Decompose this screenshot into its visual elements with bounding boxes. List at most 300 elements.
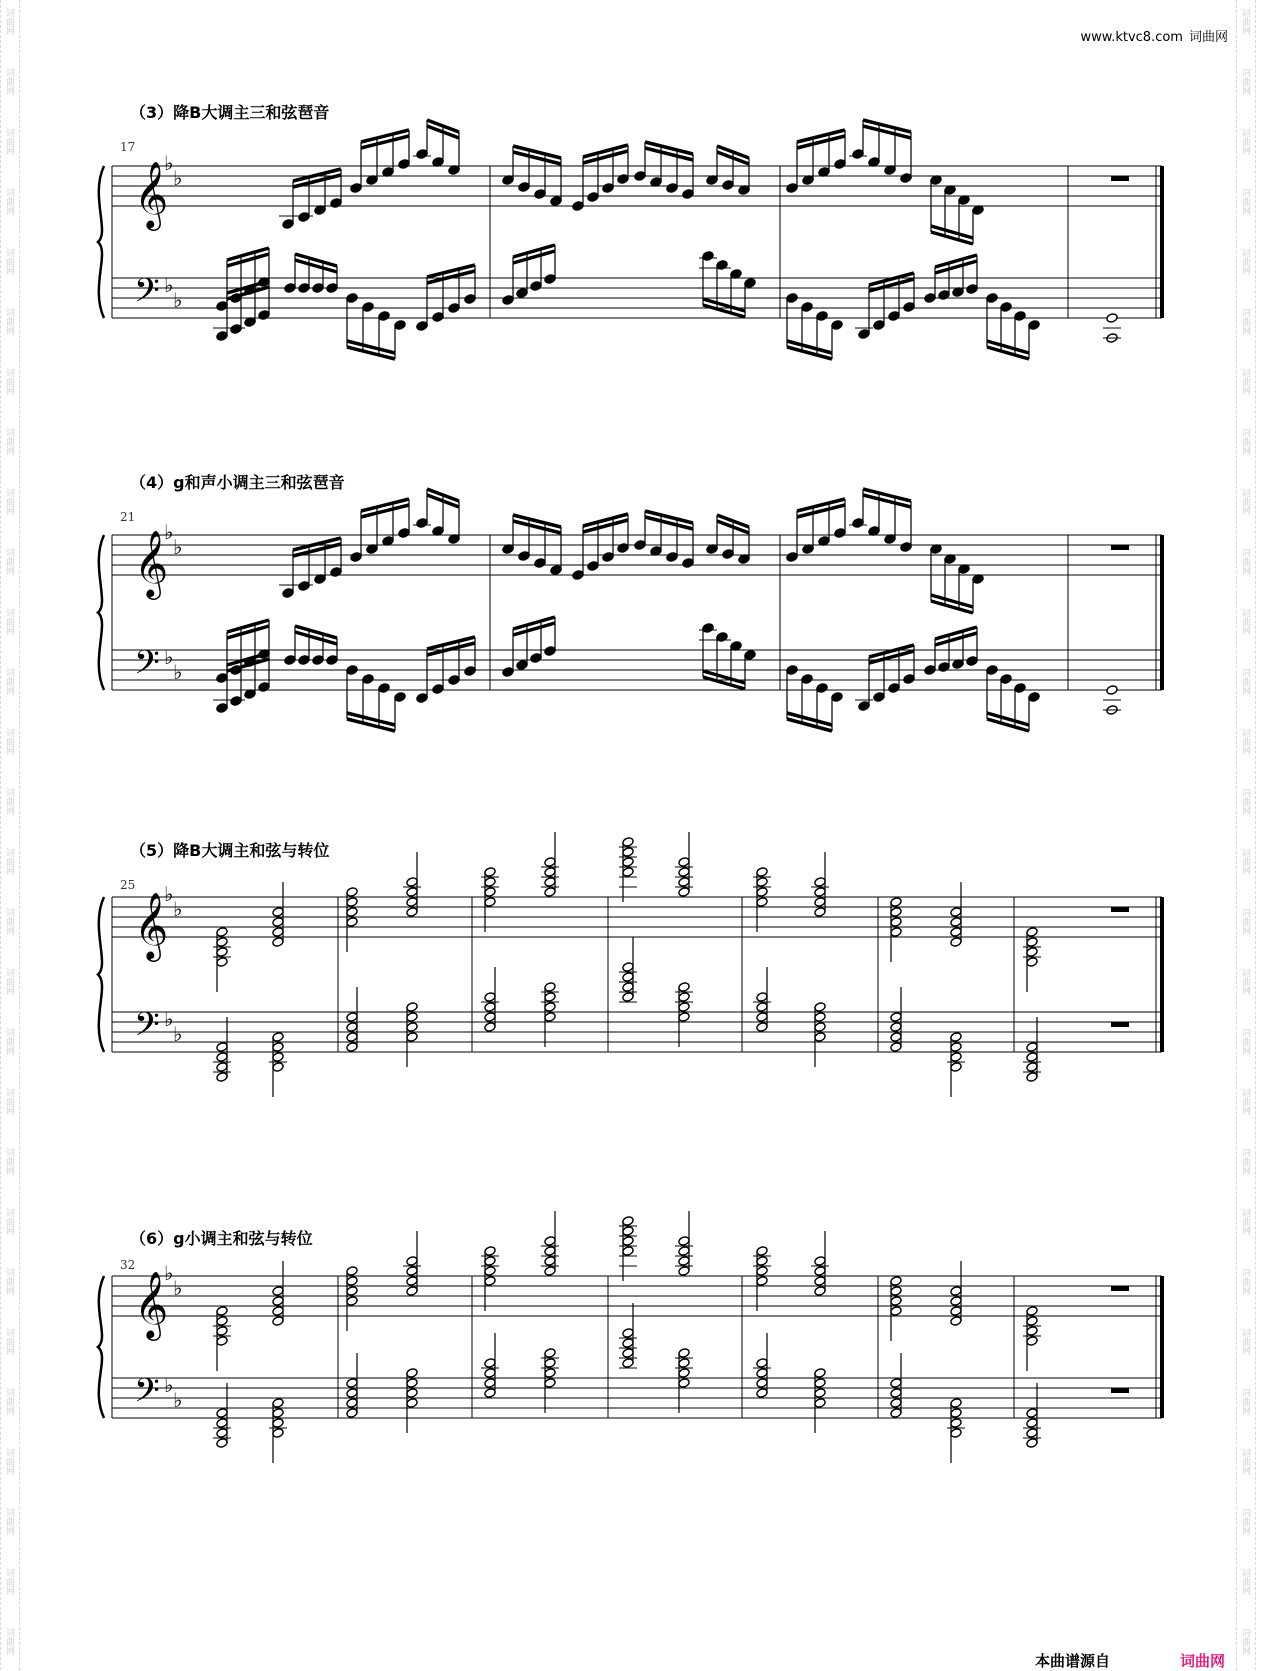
notehead bbox=[216, 1408, 228, 1419]
notehead bbox=[756, 1246, 768, 1257]
notehead bbox=[572, 570, 584, 581]
notehead bbox=[890, 1042, 902, 1053]
notehead bbox=[282, 219, 294, 230]
whole-rest bbox=[1111, 907, 1129, 912]
notehead bbox=[986, 665, 998, 676]
notehead bbox=[216, 947, 228, 958]
notehead bbox=[814, 1032, 826, 1043]
notehead bbox=[744, 650, 756, 661]
notehead bbox=[362, 674, 374, 685]
watermark-text: 词曲网 bbox=[1240, 1028, 1250, 1055]
notehead bbox=[1026, 1408, 1038, 1419]
notehead bbox=[216, 1306, 228, 1317]
notehead bbox=[516, 660, 528, 671]
notehead bbox=[634, 540, 646, 551]
watermark-text: 词曲网 bbox=[1240, 8, 1250, 35]
notehead bbox=[346, 1286, 358, 1297]
notehead bbox=[432, 684, 444, 695]
notehead bbox=[814, 1002, 826, 1013]
notehead bbox=[950, 1062, 962, 1073]
notehead bbox=[682, 558, 694, 569]
whole-rest bbox=[1111, 545, 1129, 550]
notehead bbox=[544, 867, 556, 878]
section-title-6: （6）g小调主和弦与转位 bbox=[130, 1229, 313, 1248]
notehead bbox=[622, 1216, 634, 1227]
watermark-text: 词曲网 bbox=[1240, 1268, 1250, 1295]
notehead bbox=[756, 1256, 768, 1267]
notehead bbox=[406, 887, 418, 898]
notehead bbox=[890, 1286, 902, 1297]
notehead bbox=[502, 667, 514, 678]
notehead bbox=[518, 182, 530, 193]
notehead bbox=[622, 1226, 634, 1237]
notehead bbox=[544, 1002, 556, 1013]
watermark-text: 词曲网 bbox=[4, 428, 14, 455]
notehead bbox=[312, 283, 324, 294]
notehead bbox=[938, 662, 950, 673]
watermark-text: 词曲网 bbox=[4, 68, 14, 95]
notehead bbox=[216, 1042, 228, 1053]
notehead bbox=[550, 565, 562, 576]
notehead bbox=[678, 992, 690, 1003]
watermark-text: 词曲网 bbox=[4, 1328, 14, 1355]
notehead bbox=[900, 173, 912, 184]
notehead bbox=[756, 1276, 768, 1287]
notehead bbox=[678, 887, 690, 898]
notehead bbox=[330, 567, 342, 578]
notehead bbox=[814, 1256, 826, 1267]
watermark-text: 词曲网 bbox=[4, 1088, 14, 1115]
notehead bbox=[516, 288, 528, 299]
section-title-5: （5）降B大调主和弦与转位 bbox=[130, 841, 330, 860]
notehead bbox=[587, 561, 599, 572]
notehead bbox=[622, 837, 634, 848]
notehead bbox=[858, 329, 870, 340]
whole-rest bbox=[1111, 1388, 1129, 1393]
watermark-text: 词曲网 bbox=[1240, 968, 1250, 995]
footer-brand[interactable]: 词曲网 bbox=[1180, 1652, 1226, 1670]
notehead bbox=[298, 212, 310, 223]
notehead bbox=[484, 897, 496, 908]
notehead bbox=[406, 1368, 418, 1379]
notehead bbox=[346, 1378, 358, 1389]
notehead bbox=[756, 992, 768, 1003]
notehead bbox=[834, 528, 846, 539]
notehead bbox=[544, 274, 556, 285]
notehead bbox=[722, 180, 734, 191]
notehead bbox=[406, 1286, 418, 1297]
notehead bbox=[1026, 1072, 1038, 1083]
notehead bbox=[1026, 1438, 1038, 1449]
flat-accidental: ♭ bbox=[173, 1022, 183, 1046]
notehead bbox=[814, 907, 826, 918]
notehead bbox=[346, 1398, 358, 1409]
notehead bbox=[432, 312, 444, 323]
flat-accidental: ♭ bbox=[173, 660, 183, 684]
notehead bbox=[518, 551, 530, 562]
notehead bbox=[346, 1296, 358, 1307]
bass-clef: 𝄢 bbox=[134, 1372, 160, 1418]
watermark-text: 词曲网 bbox=[4, 1268, 14, 1295]
brace bbox=[98, 1276, 104, 1418]
whole-rest bbox=[1111, 1286, 1129, 1291]
notehead bbox=[464, 666, 476, 677]
watermark-text: 词曲网 bbox=[1240, 128, 1250, 155]
watermark-text: 词曲网 bbox=[4, 1148, 14, 1175]
notehead bbox=[950, 907, 962, 918]
notehead bbox=[890, 1398, 902, 1409]
notehead bbox=[890, 897, 902, 908]
notehead bbox=[544, 982, 556, 993]
notehead bbox=[484, 1358, 496, 1369]
notehead bbox=[406, 907, 418, 918]
notehead bbox=[950, 1316, 962, 1327]
flat-accidental: ♭ bbox=[164, 1261, 174, 1285]
notehead bbox=[1026, 927, 1038, 938]
watermark-text: 词曲网 bbox=[1240, 548, 1250, 575]
notehead bbox=[622, 847, 634, 858]
notehead bbox=[544, 1012, 556, 1023]
notehead bbox=[938, 290, 950, 301]
notehead bbox=[831, 320, 843, 331]
notehead bbox=[678, 1378, 690, 1389]
notehead bbox=[406, 1022, 418, 1033]
notehead bbox=[666, 552, 678, 563]
notehead bbox=[1000, 674, 1012, 685]
notehead bbox=[216, 673, 228, 684]
notehead bbox=[216, 703, 228, 714]
notehead bbox=[903, 674, 915, 685]
brace bbox=[98, 535, 104, 690]
notehead bbox=[950, 1032, 962, 1043]
flat-accidental: ♭ bbox=[164, 882, 174, 906]
watermark-text: 词曲网 bbox=[4, 1448, 14, 1475]
notehead bbox=[484, 1378, 496, 1389]
notehead bbox=[230, 324, 242, 335]
flat-accidental: ♭ bbox=[164, 520, 174, 544]
notehead bbox=[544, 992, 556, 1003]
notehead bbox=[534, 189, 546, 200]
notehead bbox=[350, 183, 362, 194]
watermark-text: 词曲网 bbox=[4, 488, 14, 515]
watermark-text: 词曲网 bbox=[1240, 188, 1250, 215]
notehead bbox=[622, 1246, 634, 1257]
watermark-text: 词曲网 bbox=[1240, 1148, 1250, 1175]
notehead bbox=[216, 927, 228, 938]
notehead bbox=[406, 1398, 418, 1409]
notehead bbox=[216, 1062, 228, 1073]
watermark-text: 词曲网 bbox=[1240, 1628, 1250, 1655]
notehead bbox=[406, 1256, 418, 1267]
notehead bbox=[950, 1418, 962, 1429]
notehead bbox=[1000, 302, 1012, 313]
notehead bbox=[622, 1328, 634, 1339]
notehead bbox=[756, 1266, 768, 1277]
notehead bbox=[272, 1408, 284, 1419]
watermark-text: 词曲网 bbox=[1240, 1508, 1250, 1535]
notehead bbox=[346, 665, 358, 676]
watermark-text: 词曲网 bbox=[1240, 428, 1250, 455]
notehead bbox=[544, 877, 556, 888]
notehead bbox=[346, 1022, 358, 1033]
watermark-text: 词曲网 bbox=[4, 1028, 14, 1055]
notehead bbox=[1014, 683, 1026, 694]
notehead bbox=[666, 183, 678, 194]
notehead bbox=[544, 646, 556, 657]
notehead bbox=[312, 655, 324, 666]
notehead bbox=[903, 302, 915, 313]
notehead bbox=[394, 320, 406, 331]
notehead bbox=[966, 656, 978, 667]
watermark-text: 词曲网 bbox=[4, 968, 14, 995]
notehead bbox=[950, 927, 962, 938]
notehead bbox=[544, 1358, 556, 1369]
notehead bbox=[346, 1408, 358, 1419]
notehead bbox=[801, 302, 813, 313]
notehead bbox=[544, 887, 556, 898]
notehead bbox=[834, 159, 846, 170]
notehead bbox=[950, 1306, 962, 1317]
notehead bbox=[622, 992, 634, 1003]
notehead bbox=[814, 1276, 826, 1287]
notehead bbox=[890, 1012, 902, 1023]
notehead bbox=[678, 1236, 690, 1247]
notehead bbox=[484, 867, 496, 878]
notehead bbox=[888, 311, 900, 322]
notehead bbox=[216, 1316, 228, 1327]
notehead bbox=[272, 927, 284, 938]
notehead bbox=[890, 1022, 902, 1033]
notehead bbox=[416, 149, 428, 160]
notehead bbox=[1106, 313, 1118, 324]
watermark-text: 词曲网 bbox=[4, 548, 14, 575]
notehead bbox=[216, 1418, 228, 1429]
watermark-text: 词曲网 bbox=[4, 608, 14, 635]
watermark-text: 词曲网 bbox=[4, 368, 14, 395]
notehead bbox=[722, 549, 734, 560]
notehead bbox=[678, 1002, 690, 1013]
notehead bbox=[786, 183, 798, 194]
watermark-text: 词曲网 bbox=[1240, 488, 1250, 515]
notehead bbox=[484, 1246, 496, 1257]
flat-accidental: ♭ bbox=[164, 151, 174, 175]
notehead bbox=[350, 552, 362, 563]
notehead bbox=[873, 692, 885, 703]
notehead bbox=[756, 1378, 768, 1389]
notehead bbox=[756, 887, 768, 898]
measure-number: 17 bbox=[120, 140, 136, 154]
notehead bbox=[814, 1012, 826, 1023]
notehead bbox=[756, 1368, 768, 1379]
watermark-text: 词曲网 bbox=[1240, 248, 1250, 275]
notehead bbox=[326, 283, 338, 294]
notehead bbox=[786, 665, 798, 676]
brace bbox=[98, 897, 104, 1052]
notehead bbox=[484, 1368, 496, 1379]
notehead bbox=[1026, 1306, 1038, 1317]
notehead bbox=[890, 927, 902, 938]
notehead bbox=[890, 917, 902, 928]
notehead bbox=[346, 897, 358, 908]
watermark-text: 词曲网 bbox=[4, 1388, 14, 1415]
watermark-text: 词曲网 bbox=[1240, 368, 1250, 395]
notehead bbox=[272, 1418, 284, 1429]
notehead bbox=[394, 692, 406, 703]
notehead bbox=[272, 1042, 284, 1053]
notehead bbox=[890, 1388, 902, 1399]
flat-accidental: ♭ bbox=[173, 288, 183, 312]
notehead bbox=[678, 877, 690, 888]
notehead bbox=[544, 1368, 556, 1379]
notehead bbox=[544, 857, 556, 868]
notehead bbox=[786, 552, 798, 563]
notehead bbox=[950, 1042, 962, 1053]
watermark-text: 词曲网 bbox=[1240, 1088, 1250, 1115]
notehead bbox=[622, 982, 634, 993]
notehead bbox=[1026, 1052, 1038, 1063]
notehead bbox=[852, 518, 864, 529]
notehead bbox=[406, 1266, 418, 1277]
notehead bbox=[484, 1276, 496, 1287]
notehead bbox=[678, 857, 690, 868]
notehead bbox=[716, 260, 728, 271]
notehead bbox=[216, 957, 228, 968]
notehead bbox=[950, 917, 962, 928]
notehead bbox=[622, 1348, 634, 1359]
notehead bbox=[272, 1316, 284, 1327]
notehead bbox=[924, 293, 936, 304]
watermark-text: 词曲网 bbox=[1240, 1568, 1250, 1595]
notehead bbox=[756, 867, 768, 878]
notehead bbox=[272, 1032, 284, 1043]
bass-clef: 𝄢 bbox=[134, 1006, 160, 1052]
notehead bbox=[530, 281, 542, 292]
notehead bbox=[814, 1368, 826, 1379]
notehead bbox=[756, 1358, 768, 1369]
notehead bbox=[702, 623, 714, 634]
notehead bbox=[216, 1072, 228, 1083]
notehead bbox=[258, 310, 270, 321]
notehead bbox=[298, 655, 310, 666]
notehead bbox=[966, 284, 978, 295]
measure-number: 21 bbox=[120, 510, 136, 524]
notehead bbox=[900, 542, 912, 553]
watermark-text: 词曲网 bbox=[4, 248, 14, 275]
notehead bbox=[622, 972, 634, 983]
notehead bbox=[890, 1408, 902, 1419]
watermark-text: 词曲网 bbox=[1240, 788, 1250, 815]
notehead bbox=[950, 1408, 962, 1419]
notehead bbox=[272, 1052, 284, 1063]
notehead bbox=[346, 917, 358, 928]
notehead bbox=[1026, 937, 1038, 948]
notehead bbox=[406, 897, 418, 908]
notehead bbox=[282, 588, 294, 599]
notehead bbox=[544, 1246, 556, 1257]
notehead bbox=[682, 189, 694, 200]
notehead bbox=[216, 331, 228, 342]
notehead bbox=[484, 1012, 496, 1023]
watermark-text: 词曲网 bbox=[1240, 1208, 1250, 1235]
notehead bbox=[816, 311, 828, 322]
notehead bbox=[544, 1256, 556, 1267]
notehead bbox=[634, 171, 646, 182]
watermark-text: 词曲网 bbox=[4, 788, 14, 815]
notehead bbox=[1026, 1428, 1038, 1439]
watermark-text: 词曲网 bbox=[1240, 1388, 1250, 1415]
notehead bbox=[1028, 692, 1040, 703]
notehead bbox=[572, 201, 584, 212]
notehead bbox=[1026, 1062, 1038, 1073]
notehead bbox=[924, 665, 936, 676]
watermark-text: 词曲网 bbox=[4, 128, 14, 155]
notehead bbox=[622, 1358, 634, 1369]
notehead bbox=[484, 877, 496, 888]
watermark-text: 词曲网 bbox=[4, 1508, 14, 1535]
notehead bbox=[1026, 1326, 1038, 1337]
notehead bbox=[346, 293, 358, 304]
flat-accidental: ♭ bbox=[173, 1388, 183, 1412]
notehead bbox=[678, 1348, 690, 1359]
flat-accidental: ♭ bbox=[164, 1007, 174, 1031]
notehead bbox=[852, 149, 864, 160]
notehead bbox=[484, 1388, 496, 1399]
notehead bbox=[814, 1388, 826, 1399]
notehead bbox=[448, 675, 460, 686]
notehead bbox=[326, 655, 338, 666]
watermark-text: 词曲网 bbox=[4, 308, 14, 335]
watermark-text: 词曲网 bbox=[1240, 308, 1250, 335]
site-url[interactable]: www.ktvc8.com bbox=[1080, 30, 1183, 45]
notehead bbox=[550, 196, 562, 207]
notehead bbox=[284, 655, 296, 666]
notehead bbox=[1026, 1042, 1038, 1053]
notehead bbox=[378, 683, 390, 694]
notehead bbox=[888, 683, 900, 694]
notehead bbox=[756, 1002, 768, 1013]
notehead bbox=[756, 1388, 768, 1399]
notehead bbox=[298, 581, 310, 592]
notehead bbox=[398, 528, 410, 539]
notehead bbox=[406, 1002, 418, 1013]
notehead bbox=[617, 543, 629, 554]
section-title-3: （3）降B大调主三和弦琶音 bbox=[130, 103, 330, 122]
notehead bbox=[756, 877, 768, 888]
notehead bbox=[831, 692, 843, 703]
notehead bbox=[756, 1022, 768, 1033]
treble-clef: 𝄞 bbox=[134, 529, 169, 597]
notehead bbox=[950, 937, 962, 948]
notehead bbox=[678, 1256, 690, 1267]
notehead bbox=[622, 962, 634, 973]
watermark-text: 词曲网 bbox=[4, 908, 14, 935]
notehead bbox=[814, 897, 826, 908]
flat-accidental: ♭ bbox=[164, 273, 174, 297]
notehead bbox=[416, 321, 428, 332]
watermark-text: 词曲网 bbox=[1240, 68, 1250, 95]
notehead bbox=[272, 937, 284, 948]
flat-accidental: ♭ bbox=[173, 166, 183, 190]
notehead bbox=[1026, 1418, 1038, 1429]
notehead bbox=[622, 867, 634, 878]
notehead bbox=[678, 982, 690, 993]
notehead bbox=[464, 294, 476, 305]
notehead bbox=[272, 1296, 284, 1307]
notehead bbox=[890, 1032, 902, 1043]
notehead bbox=[406, 1032, 418, 1043]
notehead bbox=[786, 293, 798, 304]
notehead bbox=[484, 1002, 496, 1013]
